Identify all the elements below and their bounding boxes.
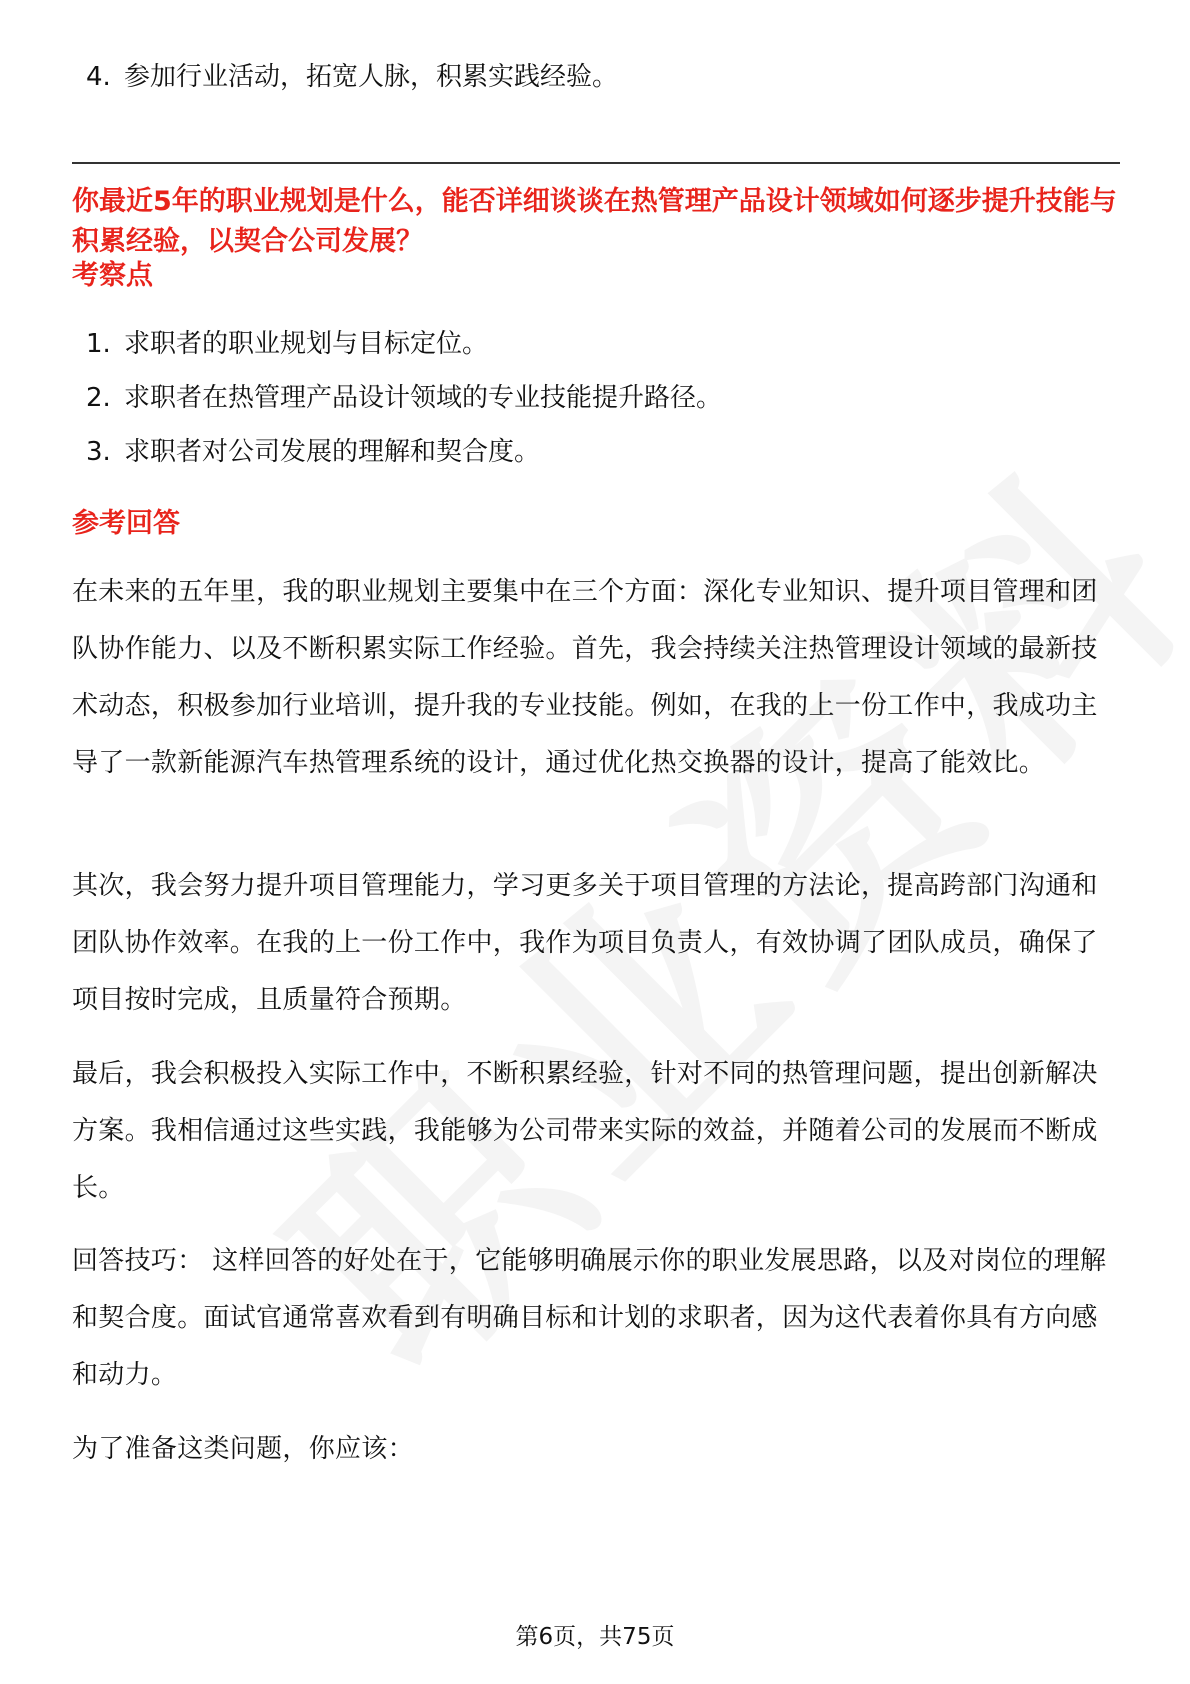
list-item-text: 参加行业活动，拓宽人脉，积累实践经验。 xyxy=(124,62,619,92)
answer-paragraph: 其次，我会努力提升项目管理能力，学习更多关于项目管理的方法论，提高跨部门沟通和团队协作效率。在我的上一份工作中，我作为项目负责人，有效协调了团队成员，确保了项目按时完成，且质量符合预期。 xyxy=(72,871,1098,1015)
section-divider xyxy=(72,162,1120,164)
answer-heading: 参考回答 xyxy=(72,508,180,539)
answer-paragraph: 最后，我会积极投入实际工作中，不断积累经验，针对不同的热管理问题，提出创新解决方案。我相信通过这些实践，我能够为公司带来实际的效益，并随着公司的发展而不断成长。 xyxy=(72,1059,1098,1203)
question-heading: 你最近5年的职业规划是什么，能否详细谈谈在热管理产品设计领域如何逐步提升技能与积累经验，以契合公司发展？ xyxy=(72,186,1117,257)
focus-item-number: 3. xyxy=(86,437,111,467)
answer-tip: 回答技巧： 这样回答的好处在于，它能够明确展示你的职业发展思路，以及对岗位的理解和契合度。面试官通常喜欢看到有明确目标和计划的求职者，因为这代表着你具有方向感和动力。 xyxy=(72,1246,1107,1390)
focus-item-text: 求职者在热管理产品设计领域的专业技能提升路径。 xyxy=(124,383,723,413)
focus-item xyxy=(86,432,540,472)
answer-paragraph: 为了准备这类问题，你应该： xyxy=(72,1434,414,1464)
focus-item xyxy=(86,324,488,364)
focus-item xyxy=(86,378,722,418)
focus-item-text: 求职者的职业规划与目标定位。 xyxy=(124,329,489,359)
list-item-number: 4. xyxy=(86,62,111,92)
focus-item-text: 求职者对公司发展的理解和契合度。 xyxy=(124,437,541,467)
answer-paragraph: 在未来的五年里，我的职业规划主要集中在三个方面：深化专业知识、提升项目管理和团队协作能力、以及不断积累实际工作经验。首先，我会持续关注热管理设计领域的最新技术动态，积极参加行业培训，提升我的专业技能。例如，在我的上一份工作中，我成功主导了一款新能源汽车热管理系统的设计，通过优化热交换器的设计，提高了能效比。 xyxy=(72,577,1098,778)
focus-item-number: 2. xyxy=(86,383,111,413)
page-footer: 第6页，共75页 xyxy=(515,1624,675,1650)
focus-item-number: 1. xyxy=(86,329,111,359)
focus-heading: 考察点 xyxy=(72,260,153,291)
document-page xyxy=(72,0,1120,1684)
list-item xyxy=(86,57,618,97)
